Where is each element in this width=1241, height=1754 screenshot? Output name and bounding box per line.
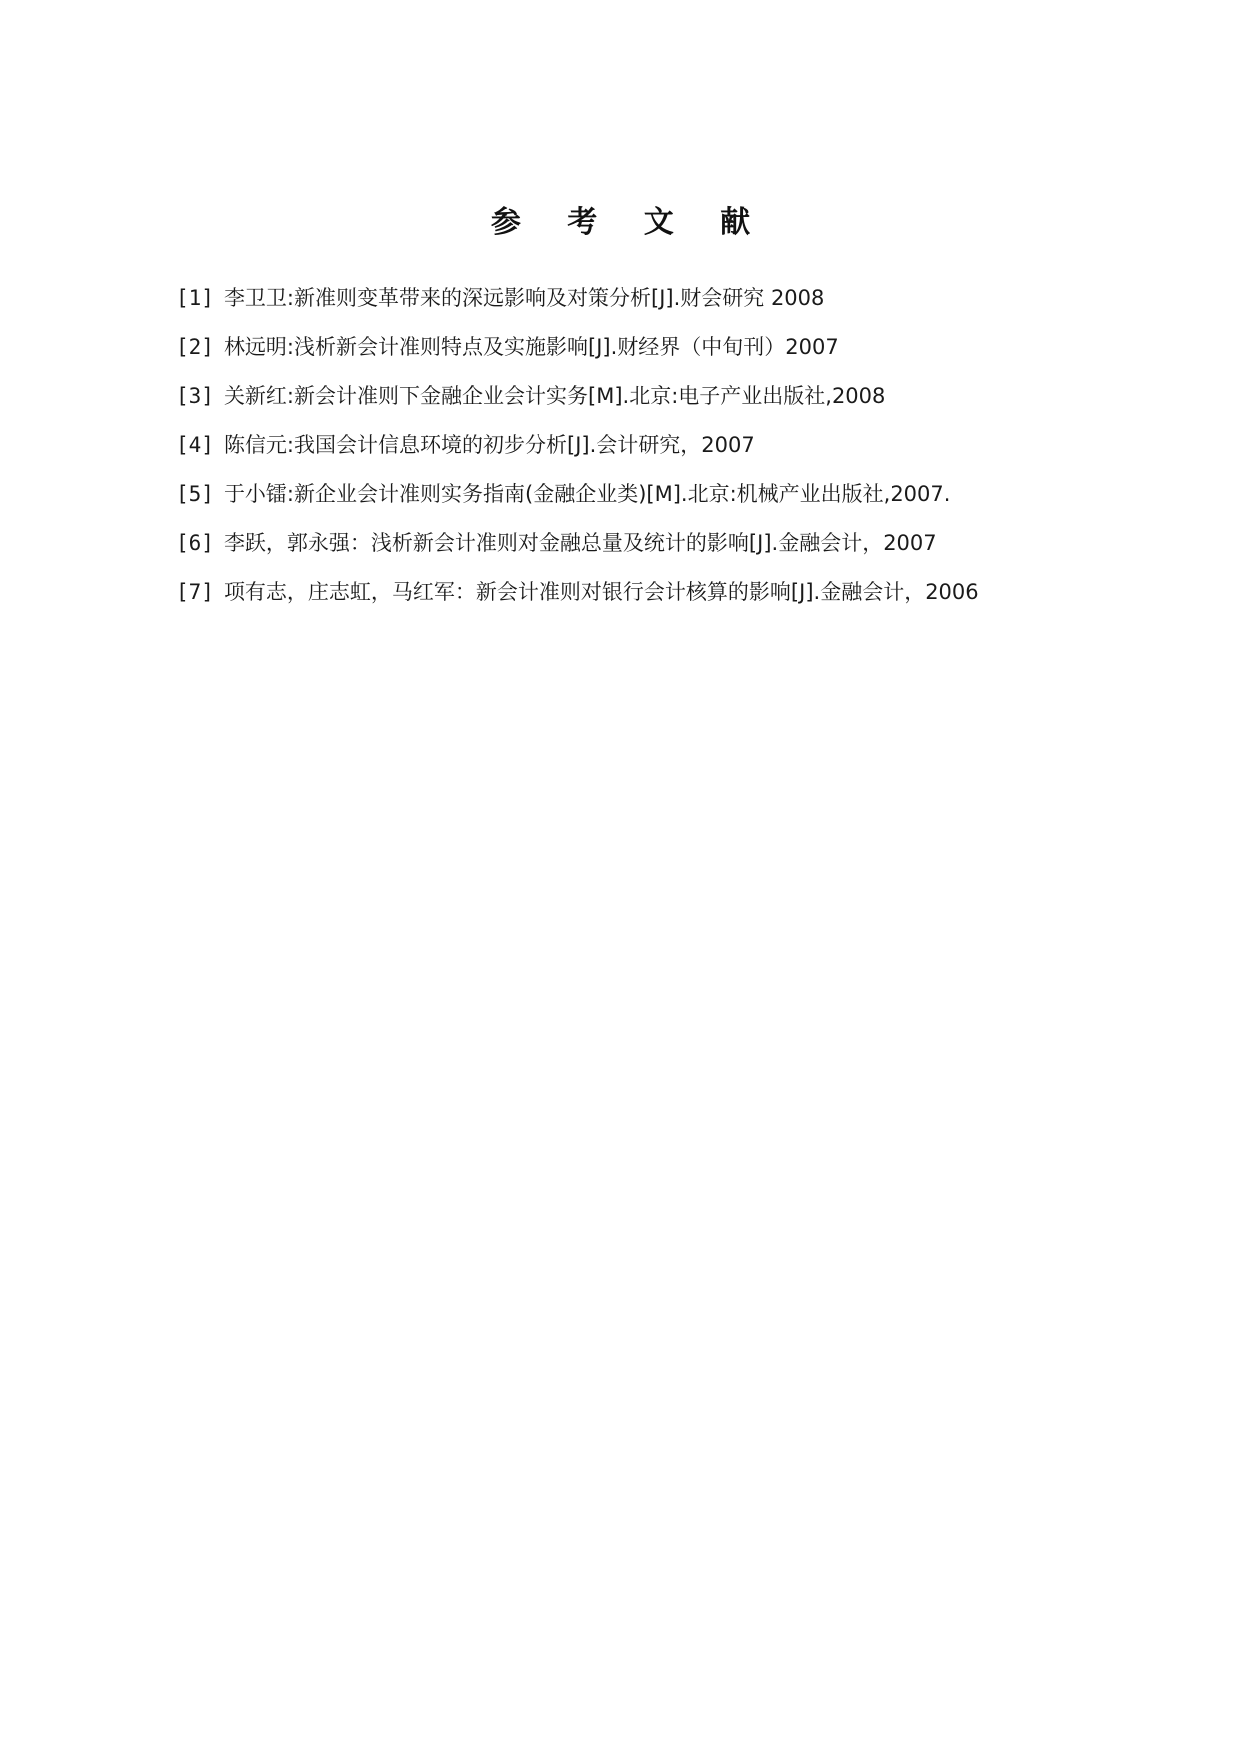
reference-text: 林远明:浅析新会计准则特点及实施影响[J].财经界（中旬刊）2007 xyxy=(223,335,839,359)
reference-text: 陈信元:我国会计信息环境的初步分析[J].会计研究，2007 xyxy=(223,433,755,457)
reference-text: 关新红:新会计准则下金融企业会计实务[M].北京:电子产业出版社,2008 xyxy=(223,384,886,408)
reference-text: 李跃，郭永强：浅析新会计准则对金融总量及统计的影响[J].金融会计，2007 xyxy=(223,531,937,555)
reference-list xyxy=(176,280,1186,623)
reference-number: [6] xyxy=(176,531,214,555)
reference-text: 项有志，庄志虹，马红军：新会计准则对银行会计核算的影响[J].金融会计，2006 xyxy=(223,580,979,604)
page-title: 参 考 文 献 xyxy=(490,205,769,240)
reference-item xyxy=(176,574,1186,623)
reference-number: [5] xyxy=(176,482,214,506)
reference-number: [7] xyxy=(176,580,214,604)
reference-text: 于小镭:新企业会计准则实务指南(金融企业类)[M].北京:机械产业出版社,2007. xyxy=(223,482,951,506)
reference-item xyxy=(176,329,1186,378)
reference-item xyxy=(176,525,1186,574)
reference-number: [1] xyxy=(176,286,214,310)
reference-number: [4] xyxy=(176,433,214,457)
reference-item xyxy=(176,476,1186,525)
reference-number: [3] xyxy=(176,384,214,408)
reference-item xyxy=(176,280,1186,329)
reference-item xyxy=(176,427,1186,476)
reference-item xyxy=(176,378,1186,427)
reference-text: 李卫卫:新准则变革带来的深远影响及对策分析[J].财会研究 2008 xyxy=(223,286,825,310)
reference-number: [2] xyxy=(176,335,214,359)
